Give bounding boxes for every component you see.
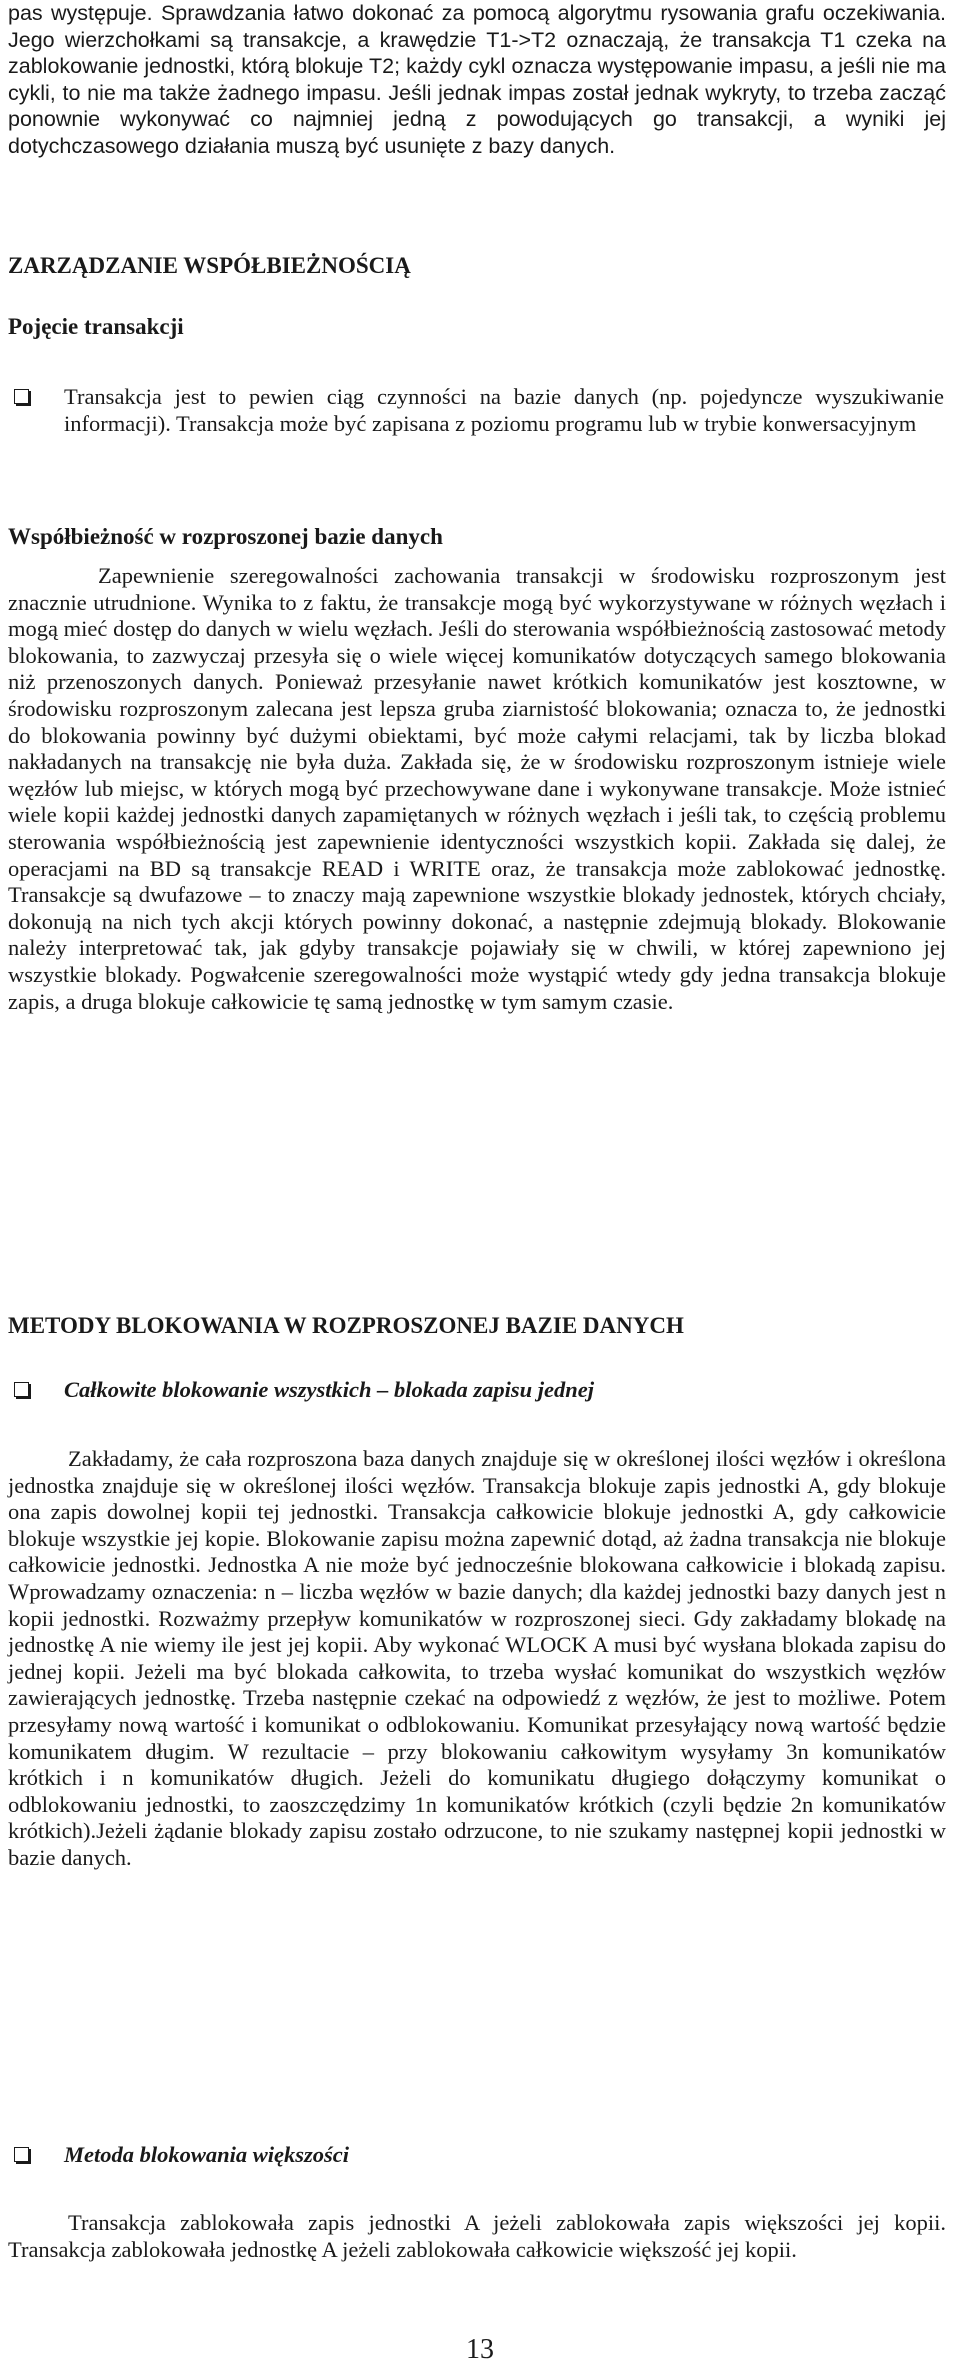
subsection-heading-transaction: Pojęcie transakcji — [8, 314, 184, 339]
intro-paragraph-sans: pas występuje. Sprawdzania łatwo dokonać za pomocą algorytmu rysowania grafu oczekiwania. Jego wierzchołkami są transakcje, a krawędzie T1->T2 oznaczają, że transakcja T1 czeka na zablokowanie jednostki, którą blokuje T2; każdy cykl oznacza występowanie impasu, a jeśli nie ma cykli, to nie ma także żadnego impasu. — [8, 1, 946, 105]
bullet-text: Całkowite blokowanie wszystkich – blokada zapisu jednej — [64, 1377, 595, 1402]
paragraph-majority-locking: Transakcja zablokowała zapis jednostki A jeżeli zablokowała zapis większości jej kopii. Transakcja zablokowała jednostkę A jeżeli zablokowała całkowicie większość jej kopii. — [8, 2210, 946, 2262]
paragraph-full-locking: Zakładamy, że cała rozproszona baza danych znajduje się w określonej ilości węzłów i określona jednostka znajduje się w określonej ilości węzłów. Transakcja blokuje zapis jednostki A, gdy blokuje ona zapis dowolnej kopii tej jednostki. Transakcja całkowicie blokuje jednostki A, gdy całkowicie blokuje wszystkie jej kopie. Blokowanie zapisu można zapewnić dotąd, aż żadna transakcja nie blokuje całkowicie jednostki. Jednostka A nie może być jednocześnie blokowana całkowicie i blokadą zapisu. Wprowadzamy oznaczenia: n – liczba węzłów w bazie danych; dla każdej jednostki bazy danych jest n kopii jednostki. Rozważmy przepływ komunikatów w rozproszonej sieci. Gdy zakładamy blokadę na jednostkę A nie wiemy ile jest jej kopii. Aby wykonać WLOCK A musi być wysłana blokada zapisu do jednej kopii. Jeżeli ma być blokada całkowita, to trzeba wysłać komunikat do wszystkich węzłów zawierających jednostkę. Trzeba następnie czekać na odpowiedź z węzłów, że jest to możliwe. Potem przesyłamy nową wartość i komunikat o odblokowaniu. Komunikat przesyłający nową wartość będzie komunikatem długim. W rezultacie – przy blokowaniu całkowitym wysyłamy 3n komunikatów krótkich i n komunikatów długich. Jeżeli do komunikatu długiego dołączymy komunikat o odblokowaniu jednostki, to zaoszczędzimy 1n komunikatów krótkich (czyli będzie 2n komunikatów krótkich).Jeżeli żądanie blokady zapisu zostało odrzucone, to nie szukamy następnej kopii jednostki w bazie danych. — [8, 1446, 946, 1870]
bullet-text: Transakcja jest to pewien ciąg czynności na bazie danych (np. pojedyncze wyszukiwanie informacji). Transakcja może być zapisana z poziomu programu lub w trybie konwersacyjnym — [64, 384, 944, 436]
bullet-text: Metoda blokowania większości — [64, 2142, 350, 2167]
checkbox-bullet-icon — [14, 389, 29, 404]
paragraph-distributed-concurrency: Zapewnienie szeregowalności zachowania transakcji w środowisku rozproszonym jest znacznie utrudnione. Wynika to z faktu, że transakcje mogą być wykorzystywane w różnych węzłach i mogą mieć dostęp do danych w wielu węzłach. Jeśli do sterowania współbieżnością zastosować metody blokowania, to zazwyczaj przesyła się o wiele więcej komunikatów dotyczących samego blokowania niż przenoszonych danych. Ponieważ przesyłanie nawet krótkich komunikatów jest kosztowne, w środowisku rozproszonym zalecana jest lepsza gruba ziarnistość blokowania; oznacza to, że jednostki do blokowania powinny być dużymi obiektami, być może całymi relacjami, tak by liczba blokad nakładanych na transakcję nie była duża. Zakłada się, że w środowisku rozproszonym istnieje wiele węzłów lub miejsc, w których mogą być przechowywane dane i wykonywane transakcje. Może istnieć wiele kopii każdej jednostki danych zapamiętanych w różnych węzłach i jeśli tak, to częścią problemu sterowania współbieżnością jest zapewnienie identyczności wszystkich kopii. Zakłada się dalej, że operacjami na BD są transakcje READ i WRITE oraz, że transakcja może zablokować jednostkę. Transakcje są dwufazowe – to znaczy mają zapewnione wszystkie blokady jednostek, których chciały, dokonują na nich tych akcji których powinny dokonać, a następnie zdejmują blokady. Blokowanie należy interpretować tak, jak gdyby transakcje pojawiały się w chwili, w której zapewniono jej wszystkie blokady. Pogwałcenie szeregowalności może wystąpić wtedy gdy jedna transakcja blokuje zapis, a druga blokuje całkowicie tę samą jednostkę w tym samym czasie. — [8, 563, 946, 1014]
checkbox-bullet-icon — [14, 1382, 29, 1397]
page-number: 13 — [466, 2334, 494, 2365]
intro-paragraph — [8, 0, 946, 160]
subsection-heading-distributed-concurrency: Współbieżność w rozproszonej bazie danych — [8, 524, 443, 549]
checkbox-bullet-icon — [14, 2147, 29, 2162]
section-heading-locking-methods: METODY BLOKOWANIA W ROZPROSZONEJ BAZIE DANYCH — [8, 1313, 684, 1338]
section-heading-concurrency: ZARZĄDZANIE WSPÓŁBIEŻNOŚCIĄ — [8, 253, 411, 278]
intro-paragraph-continued: Jeśli jednak impas został jednak wykryty, to trzeba zacząć ponownie wykonywać co najmniej jedną z powodujących go transakcji, a wyniki jej dotychczasowego działania muszą być usunięte z bazy danych. — [8, 80, 946, 158]
